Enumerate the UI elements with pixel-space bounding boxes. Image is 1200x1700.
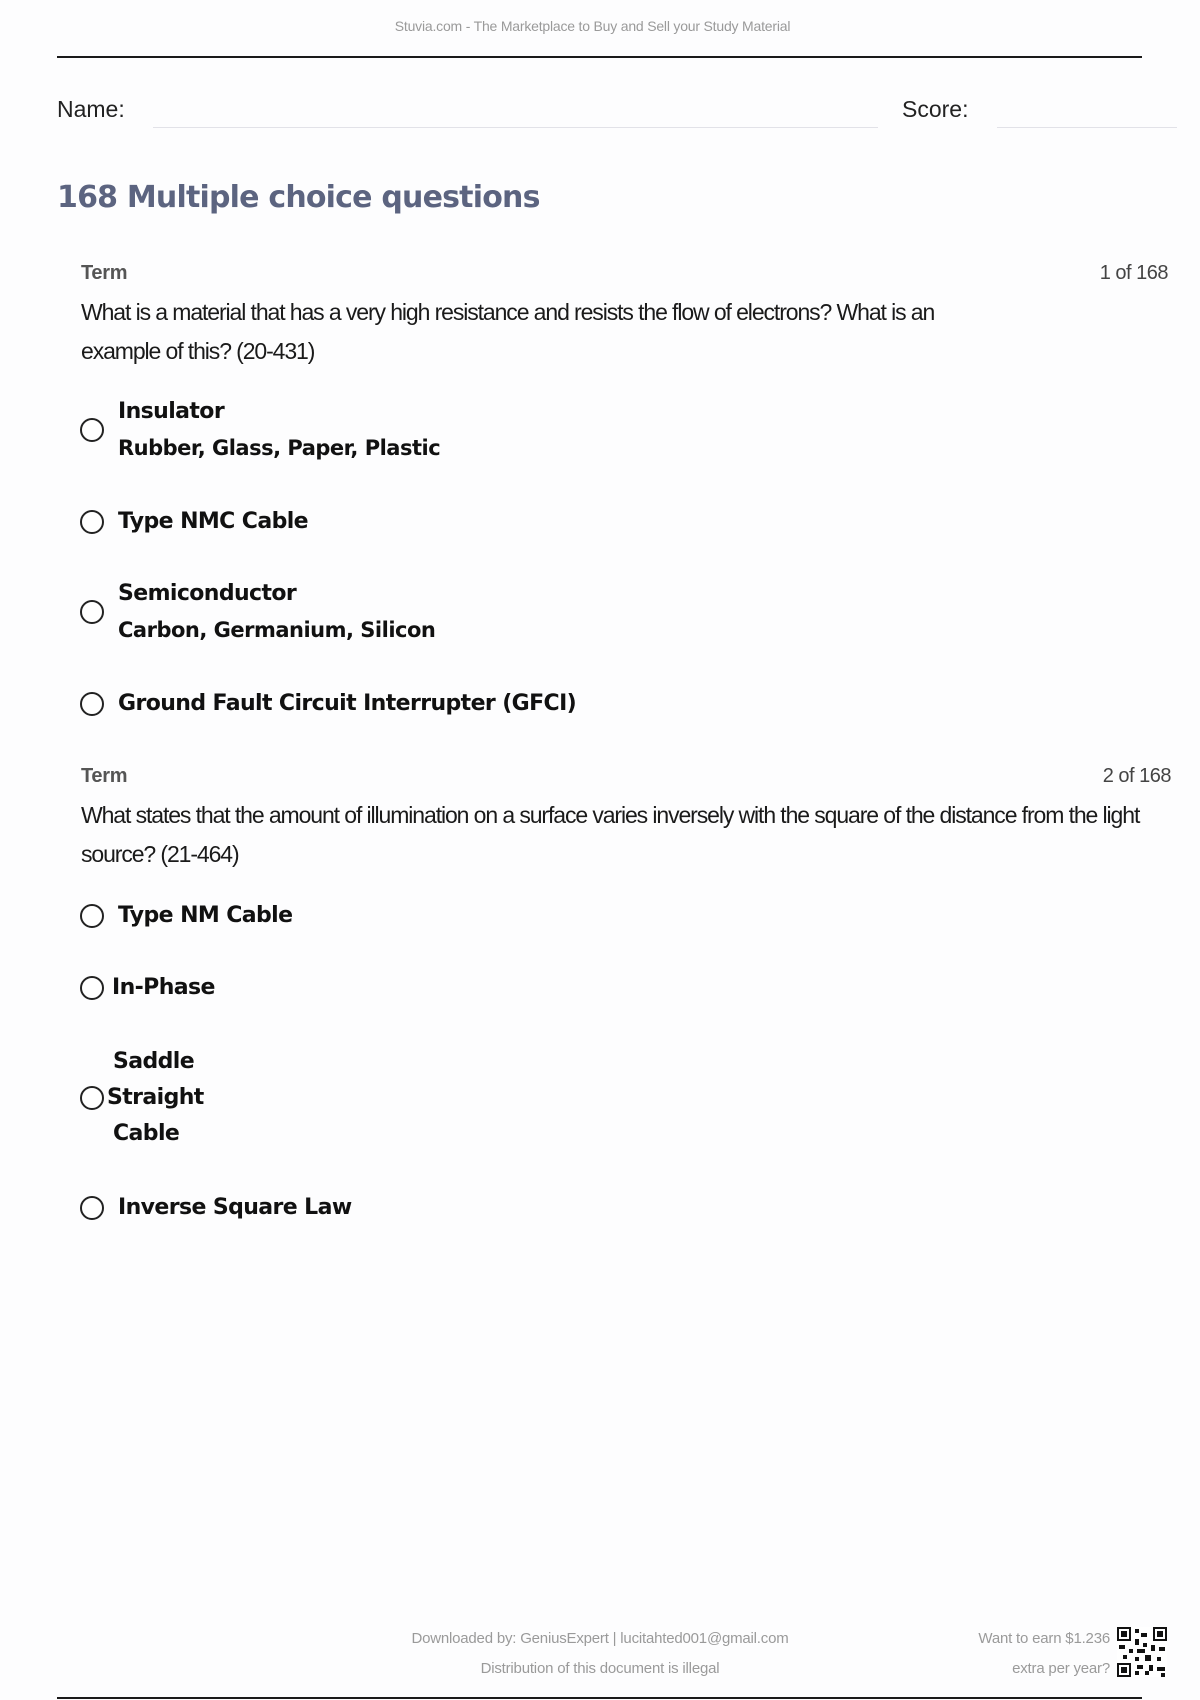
question-1-text: What is a material that has a very high resistance and resists the flow of electrons? What is an example of this? (20-431) [81, 299, 935, 364]
question-1-option-4[interactable] [80, 686, 576, 722]
option-main-text: Type NM Cable [118, 903, 293, 928]
option-sub-text: Rubber, Glass, Paper, Plastic [118, 436, 441, 460]
option-main-text: Inverse Square Law [118, 1195, 352, 1220]
option-main-text: Ground Fault Circuit Interrupter (GFCI) [118, 691, 577, 716]
name-field[interactable] [153, 127, 878, 128]
radio-button[interactable] [80, 510, 104, 534]
header-rule [57, 56, 1142, 58]
option-sub-text: Carbon, Germanium, Silicon [118, 618, 436, 642]
qr-code-icon[interactable] [1117, 1627, 1167, 1677]
score-label: Score: [902, 96, 969, 122]
option-line-1: Saddle [113, 1049, 195, 1074]
question-2-text: What states that the amount of illumination on a surface varies inversely with the square of the distance from the light source? (21-464) [81, 802, 1140, 867]
option-line-3: Cable [113, 1121, 180, 1146]
page-title: 168 Multiple choice questions [57, 180, 540, 215]
question-2-count: 2 of 168 [1102, 765, 1171, 787]
option-main-text: Type NMC Cable [118, 509, 308, 534]
question-2-option-3[interactable] [80, 1044, 204, 1152]
question-1-option-1[interactable] [80, 394, 440, 466]
question-1-option-3[interactable] [80, 576, 435, 648]
question-2-option-2[interactable] [80, 970, 215, 1006]
question-1-option-2[interactable] [80, 504, 308, 540]
radio-button[interactable] [80, 600, 104, 624]
radio-button[interactable] [80, 1196, 104, 1220]
radio-button[interactable] [80, 692, 104, 716]
radio-button[interactable] [80, 418, 104, 442]
option-main-text: Semiconductor [118, 581, 297, 606]
radio-button[interactable] [80, 1086, 104, 1110]
question-2-option-4[interactable] [80, 1190, 352, 1226]
distribution-notice: Distribution of this document is illegal [480, 1660, 720, 1677]
question-2-option-1[interactable] [80, 898, 292, 934]
question-1-term-label: Term [81, 262, 128, 284]
downloaded-by-text: Downloaded by: GeniusExpert | lucitahted001@gmail.com [411, 1630, 789, 1647]
radio-button[interactable] [80, 976, 104, 1000]
footer-promo[interactable] [890, 1624, 1110, 1684]
radio-button[interactable] [80, 904, 104, 928]
question-1-count: 1 of 168 [1099, 262, 1168, 284]
option-main-text: Insulator [118, 399, 225, 424]
site-header-text: Stuvia.com - The Marketplace to Buy and Sell your Study Material [394, 18, 791, 34]
question-2-term-label: Term [81, 765, 128, 787]
footer-downloaded-by [370, 1624, 830, 1684]
name-label: Name: [57, 96, 125, 122]
footer-rule [57, 1697, 1142, 1699]
score-field[interactable] [997, 127, 1177, 128]
promo-line-2: extra per year? [1012, 1660, 1110, 1677]
option-main-text: In-Phase [112, 975, 215, 1000]
option-line-2: Straight [107, 1085, 204, 1110]
promo-line-1: Want to earn $1.236 [978, 1630, 1110, 1647]
